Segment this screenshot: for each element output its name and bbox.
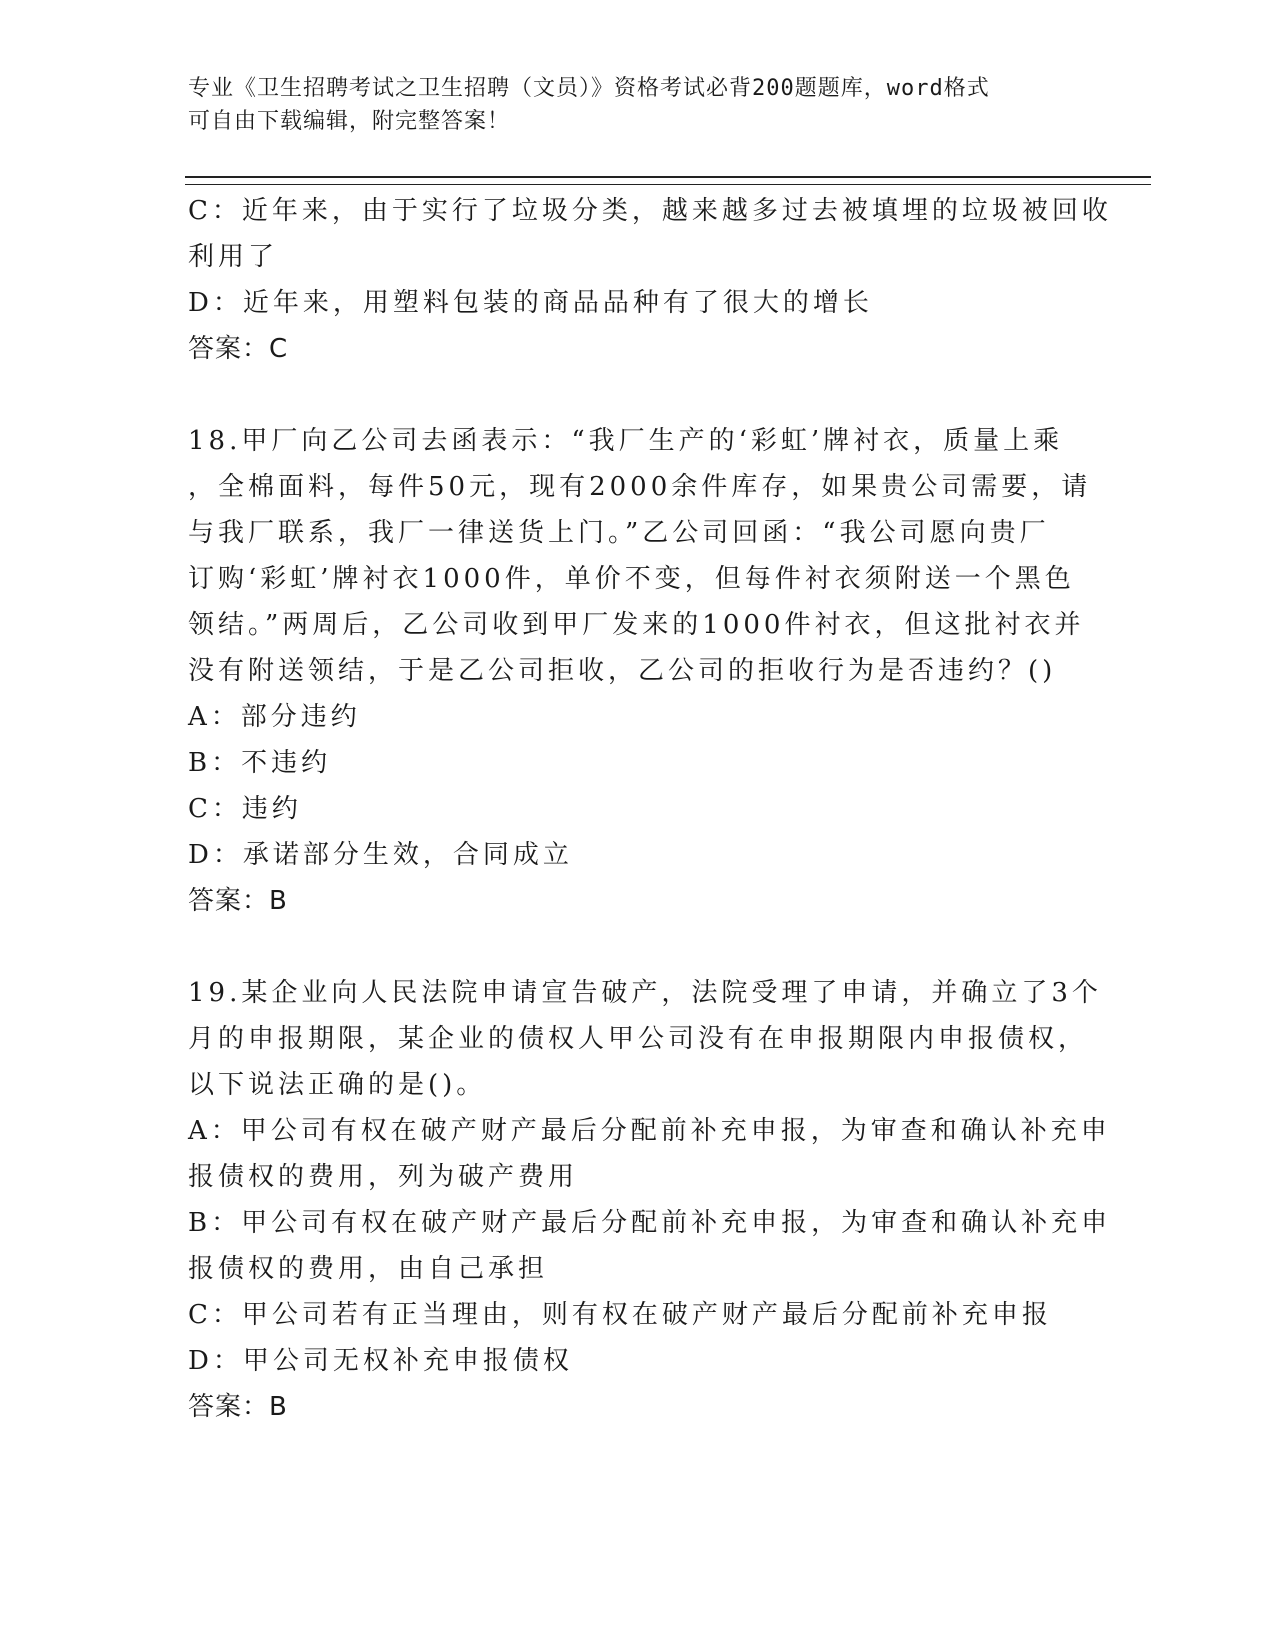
answer: 答案：B [188,886,288,916]
header-title-line-2: 可自由下载编辑，附完整答案！ [188,109,511,134]
option-b-line-2: 报债权的费用，由自己承担 [188,1254,549,1284]
option-c: C：违约 [188,794,302,824]
spacer [188,924,1088,970]
question-text-line: 18.甲厂向乙公司去函表示：“我厂生产的‘彩虹’牌衬衣，质量上乘 [188,426,1064,456]
header-title-line-1: 专业《卫生招聘考试之卫生招聘（文员）》资格考试必背200题题库，word格式 [188,76,990,101]
question-text-line: 与我厂联系，我厂一律送货上门。”乙公司回函：“我公司愿向贵厂 [188,518,1050,548]
option-b: B：不违约 [188,748,332,778]
question-text-line: 领结。”两周后，乙公司收到甲厂发来的1000件衬衣，但这批衬衣并 [188,610,1085,640]
option-d: D：甲公司无权补充申报债权 [188,1346,573,1376]
page-header [188,72,1068,138]
option-d: D：承诺部分生效，合同成立 [188,840,573,870]
question-17-tail [188,188,1112,372]
option-c-line-1: C：近年来，由于实行了垃圾分类，越来越多过去被填埋的垃圾被回收 [188,196,1112,226]
header-divider [185,176,1151,185]
question-19 [188,970,1112,1430]
option-c-line-2: 利用了 [188,242,279,272]
option-c: C：甲公司若有正当理由，则有权在破产财产最后分配前补充申报 [188,1300,1052,1330]
spacer [188,372,1088,418]
question-text-line: 没有附送领结，于是乙公司拒收，乙公司的拒收行为是否违约？() [188,656,1057,686]
option-a: A：部分违约 [188,702,361,732]
question-18 [188,418,1092,924]
option-a-line-1: A：甲公司有权在破产财产最后分配前补充申报，为审查和确认补充申 [188,1116,1111,1146]
answer: 答案：C [188,334,289,364]
question-text-line: 以下说法正确的是()。 [188,1070,487,1100]
option-b-line-1: B：甲公司有权在破产财产最后分配前补充申报，为审查和确认补充申 [188,1208,1112,1238]
question-text-line: 19.某企业向人民法院申请宣告破产，法院受理了申请，并确立了3个 [188,978,1102,1008]
option-a-line-2: 报债权的费用，列为破产费用 [188,1162,579,1192]
document-body [188,188,1112,1430]
question-text-line: 订购‘彩虹’牌衬衣1000件，单价不变，但每件衬衣须附送一个黑色 [188,564,1075,594]
question-text-line: 月的申报期限，某企业的债权人甲公司没有在申报期限内申报债权， [188,1024,1089,1054]
answer: 答案：B [188,1392,288,1422]
question-text-line: ，全棉面料，每件50元，现有2000余件库存，如果贵公司需要，请 [188,472,1092,502]
option-d: D：近年来，用塑料包装的商品品种有了很大的增长 [188,288,873,318]
